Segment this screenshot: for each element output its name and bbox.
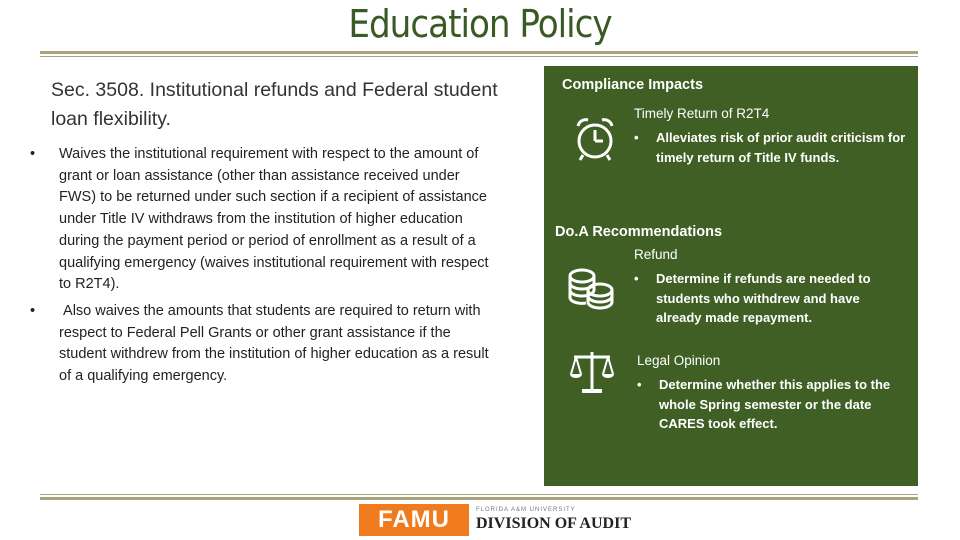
top-divider	[40, 51, 918, 57]
refund-bullet	[634, 269, 908, 328]
famu-logo	[359, 504, 469, 536]
university-name: FLORIDA A&M UNIVERSITY	[476, 507, 576, 513]
bullet-text: Also waives the amounts that students are required to return with respect to Federal Pell Grants or other grant assistance if the student withdrew from the institution of higher education as a result of a qualifying emergency.	[59, 302, 493, 385]
section-heading: Sec. 3508. Institutional refunds and Federal student loan flexibility.	[51, 79, 498, 130]
bullet-marker: •	[30, 146, 36, 162]
bullet-text: Alleviates risk of prior audit criticism for timely return of Title IV funds.	[656, 130, 906, 165]
footer-wordmark	[476, 506, 631, 534]
bullet-marker: •	[634, 271, 639, 286]
bullet-marker: •	[637, 377, 642, 392]
alarm-clock-icon	[572, 114, 618, 162]
list-item	[30, 301, 493, 388]
scales-icon	[568, 348, 616, 396]
bullet-text: Determine whether this applies to the whole Spring semester or the date CARES took effect.	[659, 377, 891, 431]
list-item	[30, 144, 490, 296]
refund-title: Refund	[634, 247, 678, 262]
r2t4-bullet	[634, 128, 906, 167]
bottom-divider	[40, 494, 918, 500]
legal-title: Legal Opinion	[637, 353, 721, 368]
division-name: DIVISION OF AUDIT	[476, 515, 631, 532]
bullet-text: Waives the institutional requirement with respect to the amount of grant or loan assistance (other than assistance received under FWS) to be returned under such section if a recipient of assistance under Title IV withdraws from the institution of higher education during the payment period or period of enrollment as a result of a qualifying emergency (waives institutional requirement with respect to R2T4).	[59, 146, 489, 293]
bullet-list	[30, 144, 493, 393]
coins-icon	[566, 266, 616, 310]
logo-text: FAMU	[378, 506, 450, 533]
legal-bullet	[637, 375, 909, 434]
bullet-text: Determine if refunds are needed to students who withdrew and have already made repayment.	[656, 271, 871, 325]
doa-heading: Do.A Recommendations	[555, 224, 723, 240]
page-title: Education Policy	[348, 2, 612, 46]
compliance-heading: Compliance Impacts	[562, 77, 704, 93]
compliance-panel	[544, 66, 918, 486]
bullet-marker: •	[30, 302, 36, 319]
r2t4-title: Timely Return of R2T4	[634, 106, 770, 121]
bullet-marker: •	[634, 130, 639, 145]
